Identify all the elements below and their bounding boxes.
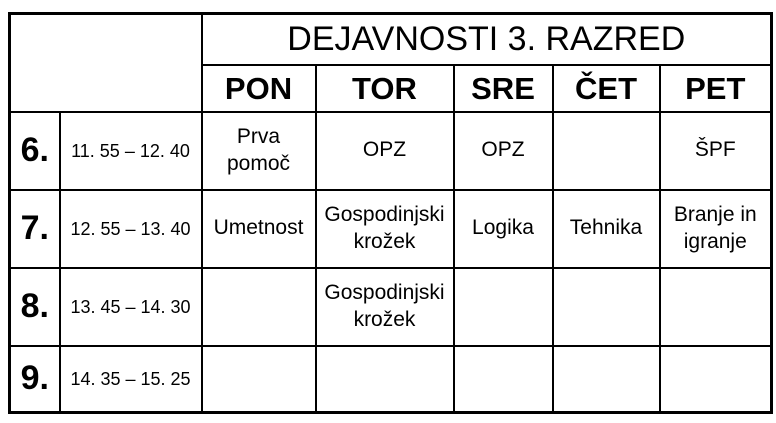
activity-cell-7-tor: Gospodinjski krožek [316, 190, 454, 268]
activity-cell-6-cet [553, 112, 660, 190]
activity-cell-6-pon: Prva pomoč [202, 112, 316, 190]
activity-cell-9-cet [553, 346, 660, 413]
period-number: 9. [10, 346, 60, 413]
activity-cell-8-cet [553, 268, 660, 346]
table-row-period-6 [10, 112, 772, 190]
activity-cell-7-pon: Umetnost [202, 190, 316, 268]
activity-cell-6-pet: ŠPF [660, 112, 772, 190]
activity-cell-8-pet [660, 268, 772, 346]
period-number: 8. [10, 268, 60, 346]
table-row-period-7 [10, 190, 772, 268]
day-header-pet: PET [660, 65, 772, 112]
time-range: 11. 55 – 12. 40 [60, 112, 202, 190]
table-row-period-9 [10, 346, 772, 413]
activity-cell-7-sre: Logika [454, 190, 553, 268]
day-header-pon: PON [202, 65, 316, 112]
time-range: 14. 35 – 15. 25 [60, 346, 202, 413]
activity-cell-9-pet [660, 346, 772, 413]
corner-empty-cell [10, 14, 202, 112]
day-header-tor: TOR [316, 65, 454, 112]
activity-cell-9-sre [454, 346, 553, 413]
activity-cell-9-pon [202, 346, 316, 413]
table-title: DEJAVNOSTI 3. RAZRED [202, 14, 772, 65]
activity-cell-8-tor: Gospodinjski krožek [316, 268, 454, 346]
time-range: 12. 55 – 13. 40 [60, 190, 202, 268]
day-header-sre: SRE [454, 65, 553, 112]
activity-cell-8-sre [454, 268, 553, 346]
day-header-cet: ČET [553, 65, 660, 112]
period-number: 6. [10, 112, 60, 190]
activity-cell-7-pet: Branje in igranje [660, 190, 772, 268]
activity-cell-6-sre: OPZ [454, 112, 553, 190]
activity-cell-8-pon [202, 268, 316, 346]
table-row-period-8 [10, 268, 772, 346]
period-number: 7. [10, 190, 60, 268]
activity-cell-7-cet: Tehnika [553, 190, 660, 268]
timetable-container [8, 12, 773, 414]
activity-cell-9-tor [316, 346, 454, 413]
time-range: 13. 45 – 14. 30 [60, 268, 202, 346]
activities-timetable [8, 12, 773, 414]
activity-cell-6-tor: OPZ [316, 112, 454, 190]
